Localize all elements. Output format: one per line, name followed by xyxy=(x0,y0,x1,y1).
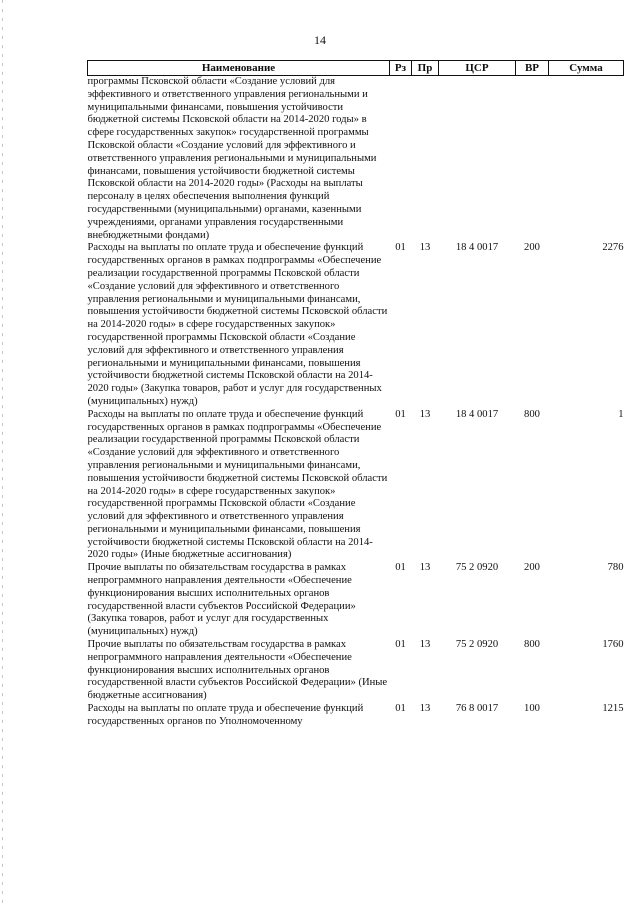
cell-sum: 1215 xyxy=(602,703,624,715)
cell-sum xyxy=(549,76,624,243)
cell-sum: 1 xyxy=(618,408,624,420)
table-row xyxy=(88,703,624,729)
table-row xyxy=(88,409,624,563)
header-sum: Сумма xyxy=(549,61,624,76)
table-row xyxy=(88,242,624,408)
cell-pr: 13 xyxy=(419,562,431,574)
page-number: 14 xyxy=(314,33,326,47)
cell-sum: 1760 xyxy=(602,639,624,651)
cell-name: Расходы на выплаты по оплате труда и обеспечение функций государственных органов в рамках подпрограммы «Обеспечение реализации государственной программы Псковской области «Создание условий для эффективного и ответственного управления региональными и муниципальными финансами, повышения устойчивости бюджетной системы Псковской области на 2014-2020 годы» в сфере государственных закупок» государственной программы Псковской области «Создание условий для эффективного и ответственного управления региональными и муниципальными финансами, повышения устойчивости бюджетной системы Псковской области на 2014-2020 годы» (Иные бюджетные ассигнования) xyxy=(87,408,388,561)
cell-vr xyxy=(516,76,549,243)
cell-rz xyxy=(390,76,412,243)
cell-vr: 200 xyxy=(524,562,540,574)
cell-csr: 18 4 0017 xyxy=(455,242,499,254)
header-pr: Пр xyxy=(412,61,439,76)
cell-rz: 01 xyxy=(395,639,406,651)
cell-sum: 780 xyxy=(607,562,624,574)
cell-vr: 800 xyxy=(524,408,540,420)
cell-rz: 01 xyxy=(395,703,406,715)
cell-csr: 75 2 0920 xyxy=(455,639,499,651)
cell-rz: 01 xyxy=(395,242,406,254)
cell-csr: 75 2 0920 xyxy=(455,562,499,574)
cell-pr: 13 xyxy=(419,242,431,254)
cell-csr xyxy=(439,76,516,243)
cell-vr: 800 xyxy=(524,639,540,651)
header-rz: Рз xyxy=(390,61,412,76)
cell-pr: 13 xyxy=(419,408,431,420)
cell-name: программы Псковской области «Создание условий для эффективного и ответственного управления региональными и муниципальными финансами, повышения устойчивости бюджетной системы Псковской области на 2014-2020 годы» в сфере государственных закупок» государственной программы Псковской области «Создание условий для эффективного и ответственного управления региональными и муниципальными финансами, повышения устойчивости бюджетной системы Псковской области на 2014-2020 годы» (Расходы на выплаты персоналу в целях обеспечения выполнения функций государственными (муниципальными) органами, казенными учреждениями, органами управления государственными внебюджетными фондами) xyxy=(87,76,377,241)
header-vr: ВР xyxy=(516,61,549,76)
cell-pr: 13 xyxy=(419,639,431,651)
table-row xyxy=(88,562,624,639)
cell-vr: 100 xyxy=(524,703,540,715)
cell-csr: 76 8 0017 xyxy=(455,703,499,715)
cell-sum: 2276 xyxy=(602,242,624,254)
cell-pr xyxy=(412,76,439,243)
table-header-row xyxy=(88,61,624,76)
cell-name: Расходы на выплаты по оплате труда и обеспечение функций государственных органов по Уполномоченному xyxy=(87,703,364,727)
header-csr: ЦСР xyxy=(439,61,516,76)
cell-rz: 01 xyxy=(395,408,406,420)
cell-name: Прочие выплаты по обязательствам государства в рамках непрограммного направления деятельности «Обеспечение функционирования высших исполнительных органов государственной власти субъектов Российской Федерации» (Иные бюджетные ассигнования) xyxy=(87,639,388,702)
cell-csr: 18 4 0017 xyxy=(455,408,499,420)
cell-pr: 13 xyxy=(419,703,431,715)
cell-vr: 200 xyxy=(524,242,540,254)
scan-edge-artifact xyxy=(2,0,3,905)
cell-name: Прочие выплаты по обязательствам государства в рамках непрограммного направления деятельности «Обеспечение функционирования высших исполнительных органов государственной власти субъектов Российской Федерации» (Закупка товаров, работ и услуг для государственных (муниципальных) нужд) xyxy=(87,562,356,638)
cell-name: Расходы на выплаты по оплате труда и обеспечение функций государственных органов в рамках подпрограммы «Обеспечение реализации государственной программы Псковской области «Создание условий для эффективного и ответственного управления региональными и муниципальными финансами, повышения устойчивости бюджетной системы Псковской области на 2014-2020 годы» в сфере государственных закупок» государственной программы Псковской области «Создание условий для эффективного и ответственного управления региональными и муниципальными финансами, повышения устойчивости бюджетной системы Псковской области на 2014-2020 годы» (Закупка товаров, работ и услуг для государственных (муниципальных) нужд) xyxy=(87,242,388,407)
cell-rz: 01 xyxy=(395,562,406,574)
table-row xyxy=(88,639,624,703)
budget-table xyxy=(87,60,624,729)
table-row xyxy=(88,76,624,243)
header-name: Наименование xyxy=(88,61,390,76)
